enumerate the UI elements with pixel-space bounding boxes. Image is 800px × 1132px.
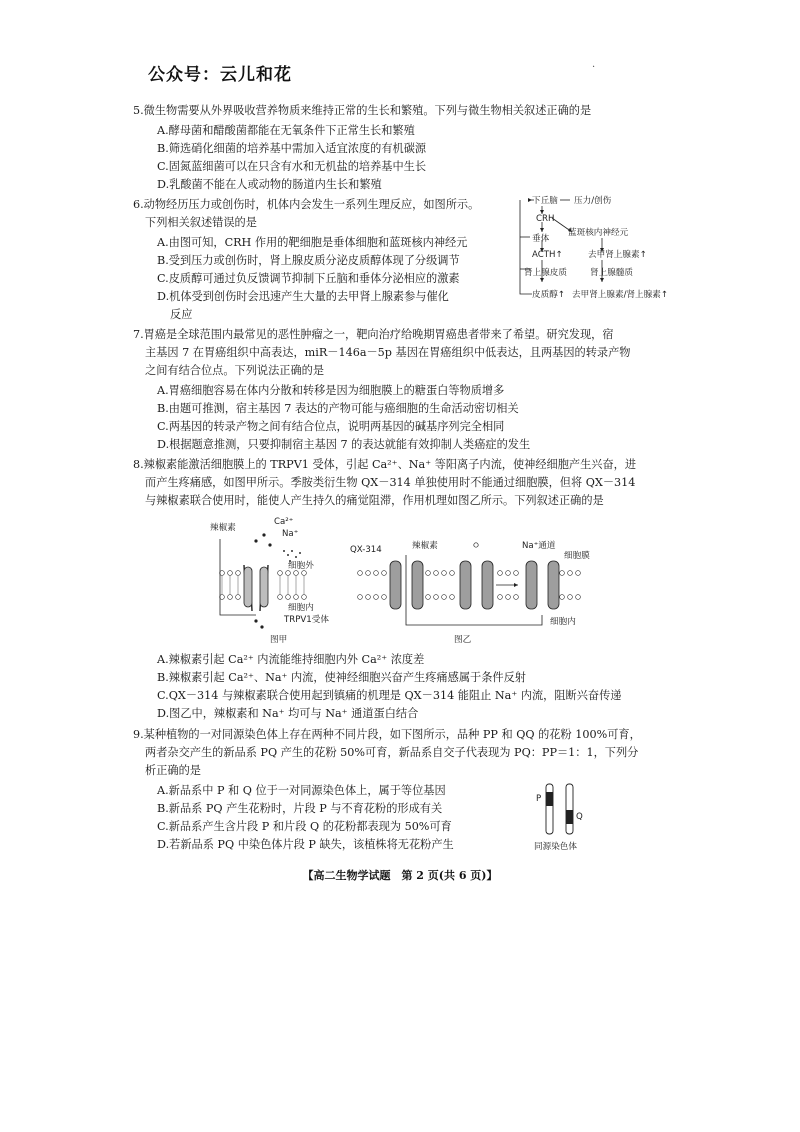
q7-option-d: D.根据题意推测，只要抑制宿主基因 7 的表达就能有效抑制人类癌症的发生 xyxy=(157,438,531,451)
q9-chromosome-figure xyxy=(530,782,610,854)
fig-label-na: Na⁺ xyxy=(282,529,299,539)
q9-stem-line3: 析正确的是 xyxy=(145,764,201,777)
q9-stem-line2: 两者杂交产生的新品系 PQ 产生的花粉 50%可育，新品系自交子代表现为 PQ：PP＝1：1，下列分 xyxy=(145,746,639,759)
q5-option-c: C.固氮蓝细菌可以在只含有水和无机盐的培养基中生长 xyxy=(157,160,427,173)
q8-stem-line1: 8.辣椒素能激活细胞膜上的 TRPV1 受体，引起 Ca²⁺、Na⁺ 等阳离子内流，使神经细胞产生兴奋，进 xyxy=(133,458,637,471)
fig-label-na-channel: Na⁺通道 xyxy=(522,541,556,551)
q6-stem-line1: 6.动物经历压力或创伤时，机体内会发生一系列生理反应，如图所示。 xyxy=(133,198,480,211)
fig-label-inside-b: 细胞内 xyxy=(550,617,576,627)
fig-label-norepi-epi: 去甲肾上腺素/肾上腺素↑ xyxy=(572,290,669,300)
fig-label-norepi-up: 去甲肾上腺素↑ xyxy=(588,250,647,260)
fig-label-pituitary: 垂体 xyxy=(532,234,550,244)
fig-label-fig-a: 图甲 xyxy=(270,635,288,645)
fig-label-adrenal-medulla: 肾上腺髓质 xyxy=(590,268,633,278)
q8-option-d: D.图乙中，辣椒素和 Na⁺ 均可与 Na⁺ 通道蛋白结合 xyxy=(157,707,419,720)
fig-label-p: P xyxy=(536,794,542,804)
fig-label-cortisol: 皮质醇↑ xyxy=(532,290,565,300)
fig-label-ca: Ca²⁺ xyxy=(274,517,294,527)
q8-membrane-figures xyxy=(200,515,620,645)
q5-option-d: D.乳酸菌不能在人或动物的肠道内生长和繁殖 xyxy=(157,178,382,191)
q8-stem-line3: 与辣椒素联合使用时，能使人产生持久的痛觉阻滞，作用机理如图乙所示。下列叙述正确的是 xyxy=(145,494,604,507)
q6-option-d: D.机体受到创伤时会迅速产生大量的去甲肾上腺素参与催化 xyxy=(157,290,449,303)
q6-option-d-cont: 反应 xyxy=(170,308,193,321)
q5-stem: 5.微生物需要从外界吸收营养物质来维持正常的生长和繁殖。下列与微生物相关叙述正确的是 xyxy=(133,104,592,117)
q6-option-c: C.皮质醇可通过负反馈调节抑制下丘脑和垂体分泌相应的激素 xyxy=(157,272,460,285)
q6-option-b: B.受到压力或创伤时，肾上腺皮质分泌皮质醇体现了分级调节 xyxy=(157,254,460,267)
q5-option-a: A.酵母菌和醋酸菌都能在无氧条件下正常生长和繁殖 xyxy=(157,124,415,137)
q9-stem-line1: 9.某种植物的一对同源染色体上存在两种不同片段，如下图所示，品种 PP 和 QQ 的花粉 100%可育， xyxy=(133,728,641,741)
q6-flow-diagram xyxy=(512,192,684,304)
fig-label-fig-b: 图乙 xyxy=(454,635,472,645)
fig-label-acth: ACTH↑ xyxy=(532,250,563,260)
q8-option-b: B.辣椒素引起 Ca²⁺、Na⁺ 内流，使神经细胞兴奋产生疼痛感属于条件反射 xyxy=(157,671,526,684)
fig-label-capsaicin-b: 辣椒素 xyxy=(412,541,438,551)
fig-label-locus: 蓝斑核内神经元 xyxy=(568,228,629,238)
fig-label-qx314: QX-314 xyxy=(350,545,382,555)
fig-label-stress: 压力/创伤 xyxy=(574,196,612,206)
q7-option-b: B.由题可推测，宿主基因 7 表达的产物可能与癌细胞的生命活动密切相关 xyxy=(157,402,519,415)
q9-option-c: C.新品系产生含片段 P 和片段 Q 的花粉都表现为 50%可育 xyxy=(157,820,452,833)
fig-label-inside: 细胞内 xyxy=(288,603,314,613)
q8-option-a: A.辣椒素引起 Ca²⁺ 内流能维持细胞内外 Ca²⁺ 浓度差 xyxy=(157,653,425,666)
fig-label-outside: 细胞外 xyxy=(288,561,314,571)
q7-option-c: C.两基因的转录产物之间有结合位点，说明两基因的碱基序列完全相同 xyxy=(157,420,505,433)
q6-stem-line2: 下列相关叙述错误的是 xyxy=(145,216,257,229)
q7-stem-line1: 7.胃癌是全球范围内最常见的恶性肿瘤之一，靶向治疗给晚期胃癌患者带来了希望。研究发现，宿 xyxy=(133,328,614,341)
fig-label-trpv1: TRPV1受体 xyxy=(284,615,329,625)
q9-option-a: A.新品系中 P 和 Q 位于一对同源染色体上，属于等位基因 xyxy=(157,784,446,797)
fig-label-crh: CRH xyxy=(536,214,555,224)
scan-dot: · xyxy=(592,62,596,73)
q8-stem-line2: 而产生疼痛感，如图甲所示。季胺类衍生物 QX－314 单独使用时不能通过细胞膜，但将 QX－314 xyxy=(145,476,636,489)
fig-label-hypothalamus: 下丘脑 xyxy=(532,196,558,206)
q7-option-a: A.胃癌细胞容易在体内分散和转移是因为细胞膜上的糖蛋白等物质增多 xyxy=(157,384,505,397)
page-footer: 【高二生物学试题 第 2 页(共 6 页)】 xyxy=(302,869,498,882)
fig-b-bilayer xyxy=(358,543,581,625)
q7-stem-line2: 主基因 7 在胃癌组织中高表达，miR－146a－5p 基因在胃癌组织中低表达，且两基因的转录产物 xyxy=(145,346,631,359)
header-watermark: 公众号：云儿和花 xyxy=(148,65,292,85)
fig-label-q: Q xyxy=(576,812,583,822)
fig-label-membrane: 细胞膜 xyxy=(564,551,590,561)
fig-label-homologous: 同源染色体 xyxy=(534,842,577,852)
q7-stem-line3: 之间有结合位点。下列说法正确的是 xyxy=(145,364,325,377)
fig-label-capsaicin: 辣椒素 xyxy=(210,523,236,533)
q8-option-c: C.QX－314 与辣椒素联合使用起到镇痛的机理是 QX－314 能阻止 Na⁺ 内流，阻断兴奋传递 xyxy=(157,689,622,702)
q5-option-b: B.筛选硝化细菌的培养基中需加入适宜浓度的有机碳源 xyxy=(157,142,427,155)
q9-option-d: D.若新品系 PQ 中染色体片段 P 缺失，该植株将无花粉产生 xyxy=(157,838,454,851)
fig-label-adrenal-cortex: 肾上腺皮质 xyxy=(524,268,567,278)
q6-option-a: A.由图可知，CRH 作用的靶细胞是垂体细胞和蓝斑核内神经元 xyxy=(157,236,468,249)
q9-option-b: B.新品系 PQ 产生花粉时，片段 P 与不育花粉的形成有关 xyxy=(157,802,443,815)
